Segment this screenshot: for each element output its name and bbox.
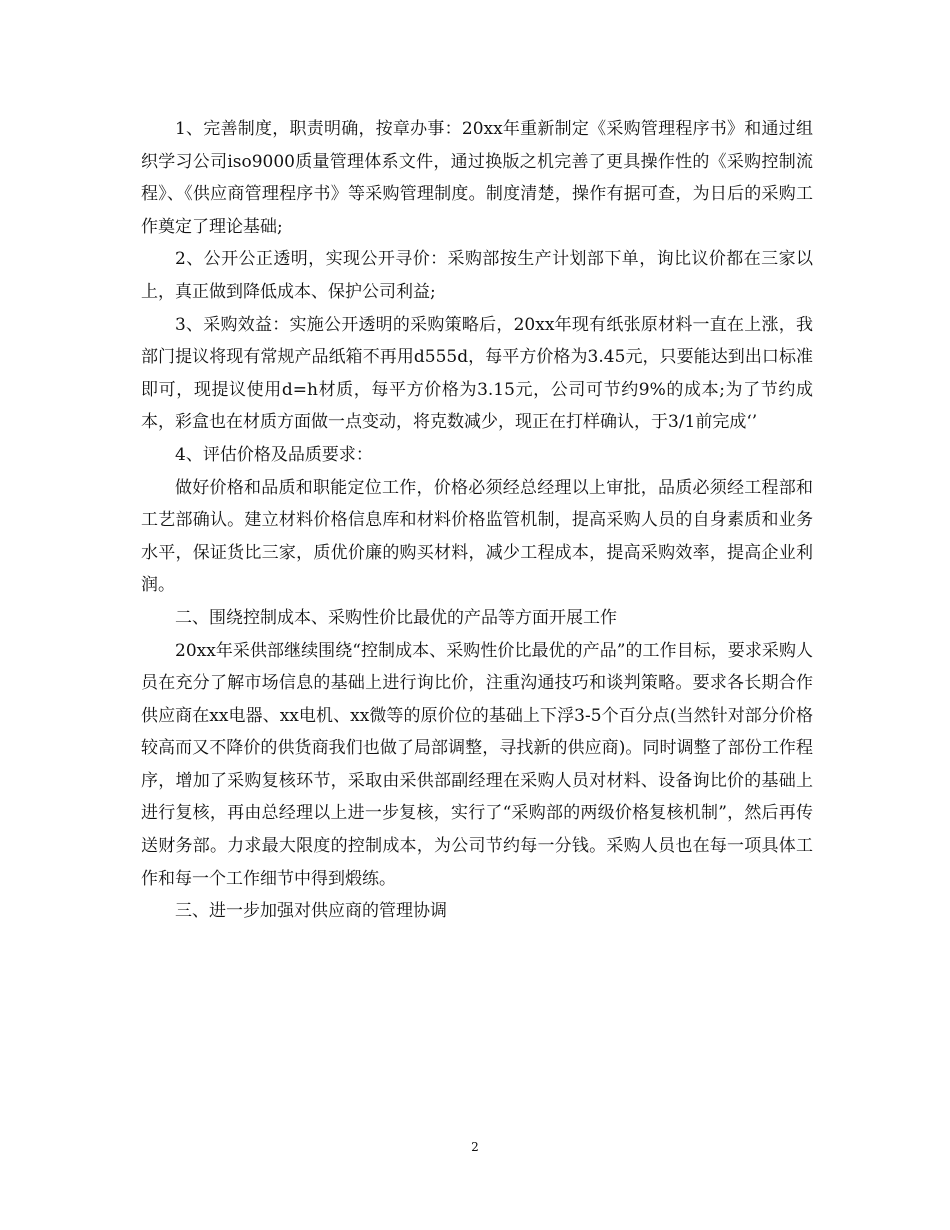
section-heading-supplier-management: 三、进一步加强对供应商的管理协调 bbox=[175, 901, 447, 922]
paragraph-open-pricing: 2、公开公正透明，实现公开寻价：采购部按生产计划部下单，询比议价都在三家以上，真正做到降低成本、保护公司利益; bbox=[141, 249, 813, 302]
paragraph-procurement-benefit: 3、采购效益：实施公开透明的采购策略后，20xx年现有纸张原材料一直在上涨，我部门提议将现有常规产品纸箱不再用d555d，每平方价格为3.45元，只要能达到出口标准即可，现提议使用d=h材质，每平方价格为3.15元，公司可节约9%的成本;为了节约成本，彩盒也在材质方面做一点变动，将克数减少，现正在打样确认，于3/1前完成‘’ bbox=[141, 314, 813, 433]
paragraph-cost-control-body: 20xx年采供部继续围绕“控制成本、采购性价比最优的产品”的工作目标，要求采购人员在充分了解市场信息的基础上进行询比价，注重沟通技巧和谈判策略。要求各长期合作供应商在xx电器、xx电机、xx微等的原价位的基础上下浮3-5个百分点(当然针对部分价格较高而又不降价的供货商我们也做了局部调整，寻找新的供应商)。同时调整了部份工作程序，增加了采购复核环节，采取由采供部副经理在采购人员对材料、设备询比价的基础上进行复核，再由总经理以上进一步复核，实行了“采购部的两级价格复核机制”，然后再传送财务部。力求最大限度的控制成本，为公司节约每一分钱。采购人员也在每一项具体工作和每一个工作细节中得到煅练。 bbox=[141, 640, 813, 889]
paragraph-quality-heading: 4、评估价格及品质要求： bbox=[175, 444, 373, 465]
section-heading-cost-control: 二、围绕控制成本、采购性价比最优的产品等方面开展工作 bbox=[175, 607, 617, 628]
paragraph-quality-body: 做好价格和品质和职能定位工作，价格必须经总经理以上审批，品质必须经工程部和工艺部确认。建立材料价格信息库和材料价格监管机制，提高采购人员的自身素质和业务水平，保证货比三家，质优价廉的购买材料，减少工程成本，提高采购效率，提高企业利润。 bbox=[141, 477, 813, 596]
page-number: 2 bbox=[471, 1140, 479, 1154]
document-body bbox=[141, 113, 813, 928]
paragraph-system-improvement: 1、完善制度，职责明确，按章办事：20xx年重新制定《采购管理程序书》和通过组织学习公司iso9000质量管理体系文件，通过换版之机完善了更具操作性的《采购控制流程》、《供应商管理程序书》等采购管理制度。制度清楚，操作有据可查，为日后的采购工作奠定了理论基础; bbox=[141, 119, 813, 237]
